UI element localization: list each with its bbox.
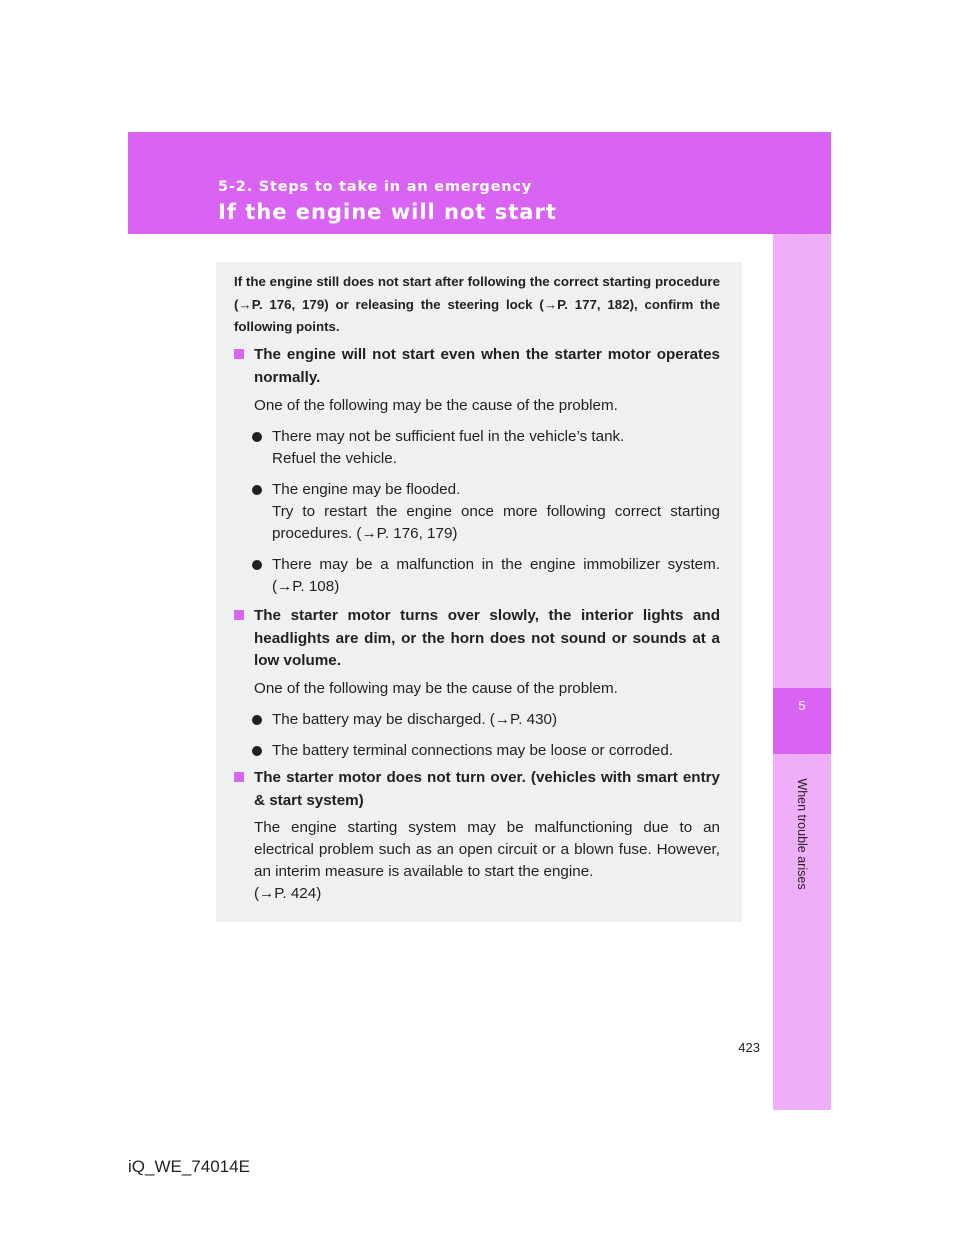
bullet-text: The battery may be discharged. (→P. 430) [272,710,558,728]
check-item [234,767,720,905]
bullet-item [272,426,720,470]
round-bullet-icon [252,560,262,570]
item-lead: One of the following may be the cause of the problem. [254,679,618,697]
section-label: 5-2. Steps to take in an emergency [218,179,533,195]
bullet-item [272,479,720,545]
square-bullet-icon [234,349,244,359]
check-item [234,605,720,762]
page-title: If the engine will not start [218,200,557,224]
item-lead: One of the following may be the cause of the problem. [254,397,618,414]
chapter-title: When trouble arises [795,778,809,890]
check-item [234,344,720,598]
bullet-item [272,740,720,762]
item-title: The engine will not start even when the starter motor operates normally. [254,346,720,386]
chapter-number: 5 [798,698,806,713]
bullet-text: Try to restart the engine once more following correct starting procedures. (→P. 176, 179) [272,503,720,542]
intro-text: If the engine still does not start after following the correct starting procedure (→P. 176, 179) or releasing the steering lock (→P. 177, 182), confirm the following points. [234,274,720,334]
chapter-number-box [773,688,831,754]
bullet-text: There may not be sufficient fuel in the vehicle’s tank. [272,428,625,445]
bullet-item [272,554,720,598]
bullet-text: The battery terminal connections may be loose or corroded. [272,741,673,759]
bullet-text: The engine may be flooded. [272,481,461,498]
item-title: The starter motor turns over slowly, the interior lights and headlights are dim, or the horn does not sound or sounds at a low volume. [254,607,720,669]
header-band [128,132,831,234]
chapter-side-tab[interactable] [773,234,831,1110]
item-title: The starter motor does not turn over. (vehicles with smart entry & start system) [254,769,720,809]
round-bullet-icon [252,715,262,725]
content-box [216,262,742,922]
square-bullet-icon [234,610,244,620]
bullet-item [272,709,720,731]
item-lead: The engine starting system may be malfunctioning due to an electrical problem such as an open circuit or a blown fuse. However, an interim measure is available to start the engine. [254,819,720,880]
item-lead-reference: (→P. 424) [254,885,322,902]
page-number: 423 [738,1040,760,1055]
square-bullet-icon [234,772,244,782]
round-bullet-icon [252,432,262,442]
bullet-text: Refuel the vehicle. [272,450,397,467]
round-bullet-icon [252,485,262,495]
round-bullet-icon [252,746,262,756]
document-code: iQ_WE_74014E [128,1157,250,1176]
bullet-text: There may be a malfunction in the engine immobilizer system. (→P. 108) [272,556,720,595]
